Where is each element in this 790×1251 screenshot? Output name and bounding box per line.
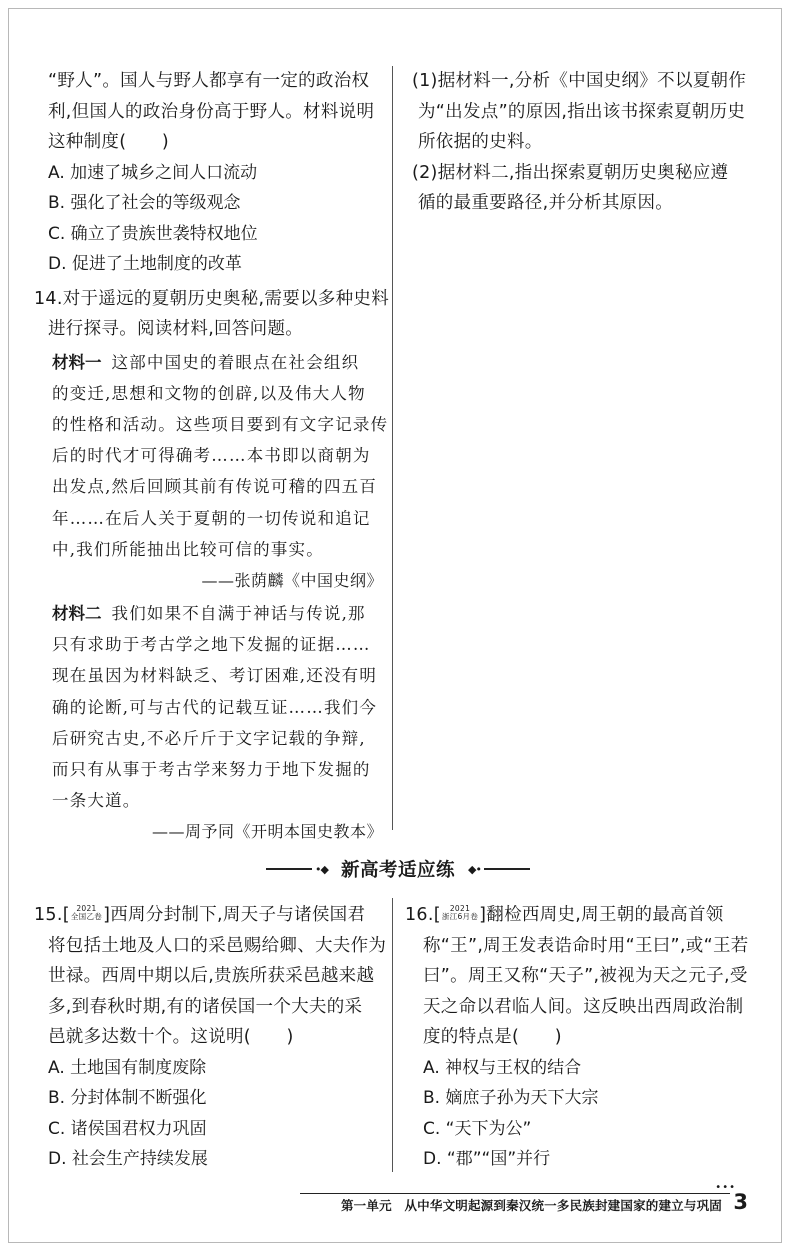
q13-option-c: C. 确立了贵族世袭特权地位 (48, 223, 258, 244)
bracket-open-icon: [ (62, 905, 70, 925)
q15-option-a: A. 土地国有制度废除 (48, 1057, 207, 1078)
q14-stem-text: 对于遥远的夏朝历史奥秘,需要以多种史料 (62, 288, 389, 309)
q14-sub1-line: 为“出发点”的原因,指出该书探索夏朝历史 (418, 101, 746, 122)
section-header (248, 857, 548, 881)
material-2-line: 现在虽因为材料缺乏、考订困难,还没有明 (52, 666, 378, 686)
material-2-line: 一条大道。 (52, 791, 141, 811)
q15-line: 多,到春秋时期,有的诸侯国一个大夫的采 (48, 996, 363, 1017)
q13-option-b: B. 强化了社会的等级观念 (48, 193, 241, 213)
material-2-label: 材料二 (52, 603, 102, 623)
diamond-dots-icon: •◆ (315, 862, 328, 876)
column-divider-top (392, 66, 393, 830)
q14-number: 14. (34, 288, 63, 309)
q14-subquestion-2 (412, 158, 748, 219)
q16-line: 度的特点是( ) (423, 1027, 562, 1047)
q16-number: 16. (405, 905, 434, 925)
q16-tag-year: 2021 (449, 904, 471, 913)
q15-option-c: C. 诸侯国君权力巩固 (48, 1118, 207, 1139)
material-1-line: 出发点,然后回顾其前有传说可稽的四五百 (52, 477, 378, 497)
q15-option-b: B. 分封体制不断强化 (48, 1088, 207, 1108)
q15-option-d: D. 社会生产持续发展 (48, 1149, 208, 1169)
material-1-line: 中,我们所能抽出比较可信的事实。 (52, 539, 324, 559)
left-column-top (34, 66, 389, 847)
q13-line: “野人”。国人与野人都享有一定的政治权 (48, 71, 370, 91)
question-16 (405, 900, 748, 1175)
material-2-line: 后研究古史,不必斤斤于文字记载的争辩, (52, 728, 366, 748)
footer-unit-title: 第一单元 从中华文明起源到秦汉统一多民族封建国家的建立与巩固 (340, 1198, 722, 1213)
diamond-dots-icon: ◆• (468, 862, 481, 876)
question-14 (34, 284, 389, 848)
q16-source-tag (442, 905, 478, 921)
material-1-label: 材料一 (52, 352, 102, 372)
deco-bar-icon (266, 868, 312, 870)
material-1-text: 这部中国史的着眼点在社会组织 (111, 352, 360, 372)
q16-option-d: D. “郡”“国”并行 (423, 1149, 551, 1169)
section-title: 新高考适应练 (340, 860, 455, 881)
q15-number: 15. (34, 905, 63, 925)
q15-tag-source: 全国乙卷 (70, 912, 103, 921)
material-2-line: 而只有从事于考古学来努力于地下发掘的 (52, 759, 371, 779)
deco-bar-icon (484, 868, 530, 870)
q14-sub2-line: (2)据材料二,指出探索夏朝历史奥秘应遵 (412, 162, 729, 183)
q15-tag-year: 2021 (76, 904, 97, 913)
material-1-line: 后的时代才可得确考……本书即以商朝为 (52, 446, 371, 466)
material-2-line: 只有求助于考古学之地下发掘的证据…… (52, 635, 371, 655)
bracket-open-icon: [ (433, 905, 441, 925)
q13-line: 这种制度( ) (48, 132, 170, 152)
footer-rule (300, 1193, 730, 1194)
bracket-close-icon: ] (479, 905, 487, 925)
q16-option-b: B. 嫡庶子孙为天下大宗 (423, 1088, 599, 1108)
material-1-line: 的变迁,思想和文物的创辟,以及伟大人物 (52, 383, 366, 403)
question-13 (48, 66, 383, 280)
q13-option-a: A. 加速了城乡之间人口流动 (48, 162, 258, 183)
q14-sub2-line: 循的最重要路径,并分析其原因。 (418, 193, 674, 213)
section-deco-right (465, 863, 530, 876)
q16-line: 称“王”,周王发表诰命时用“王曰”,或“王若 (423, 935, 749, 956)
q14-sub1-line: 所依据的史料。 (418, 132, 543, 152)
q14-stem-line-2: 进行探寻。阅读材料,回答问题。 (48, 319, 304, 339)
material-1-line: 年……在后人关于夏朝的一切传说和追记 (52, 508, 371, 528)
material-2-line: 确的论断,可与古代的记载互证……我们今 (52, 697, 378, 717)
page-number: 3 (733, 1190, 748, 1214)
material-1 (52, 347, 389, 596)
material-1-line (52, 347, 383, 378)
column-divider-bottom (392, 898, 393, 1172)
q15-source-tag (71, 905, 102, 921)
bracket-close-icon: ] (103, 905, 111, 925)
q16-first-line-text: 翻检西周史,周王朝的最高首领 (486, 905, 724, 925)
q16-tag-source: 浙江6月卷 (441, 912, 479, 921)
question-15 (34, 900, 387, 1175)
footer-dots-icon: ••• (715, 1182, 736, 1193)
q13-option-d: D. 促进了土地制度的改革 (48, 254, 242, 274)
q15-line: 世禄。西周中期以后,贵族所获采邑越来越 (48, 966, 375, 986)
material-1-source: ——张荫麟《中国史纲》 (201, 570, 383, 590)
q14-subquestion-1 (412, 66, 748, 158)
q16-option-c: C. “天下为公” (423, 1118, 532, 1139)
section-deco-left (266, 863, 331, 876)
q15-first-line (34, 900, 383, 931)
q16-line: 天之命以君临人间。这反映出西周政治制 (423, 996, 744, 1017)
material-2-line (52, 598, 383, 629)
q14-sub1-line: (1)据材料一,分析《中国史纲》不以夏朝作 (412, 71, 747, 91)
q15-line: 邑就多达数十个。这说明( ) (48, 1027, 294, 1047)
q15-line: 将包括土地及人口的采邑赐给卿、大夫作为 (48, 935, 387, 956)
q13-line: 利,但国人的政治身份高于野人。材料说明 (48, 101, 375, 122)
page-footer (300, 1180, 770, 1214)
q16-first-line (405, 900, 748, 931)
q14-stem-line-1 (34, 284, 389, 315)
material-2-text: 我们如果不自满于神话与传说,那 (111, 603, 366, 623)
q16-option-a: A. 神权与王权的结合 (423, 1057, 582, 1078)
material-1-line: 的性格和活动。这些项目要到有文字记录传 (52, 414, 389, 434)
q16-line: 曰”。周王又称“天子”,被视为天之元子,受 (423, 966, 748, 986)
right-column-top (412, 66, 748, 219)
material-2-source: ——周予同《开明本国史教本》 (151, 822, 383, 842)
q15-first-line-text: 西周分封制下,周天子与诸侯国君 (110, 905, 366, 925)
material-2 (52, 598, 383, 847)
